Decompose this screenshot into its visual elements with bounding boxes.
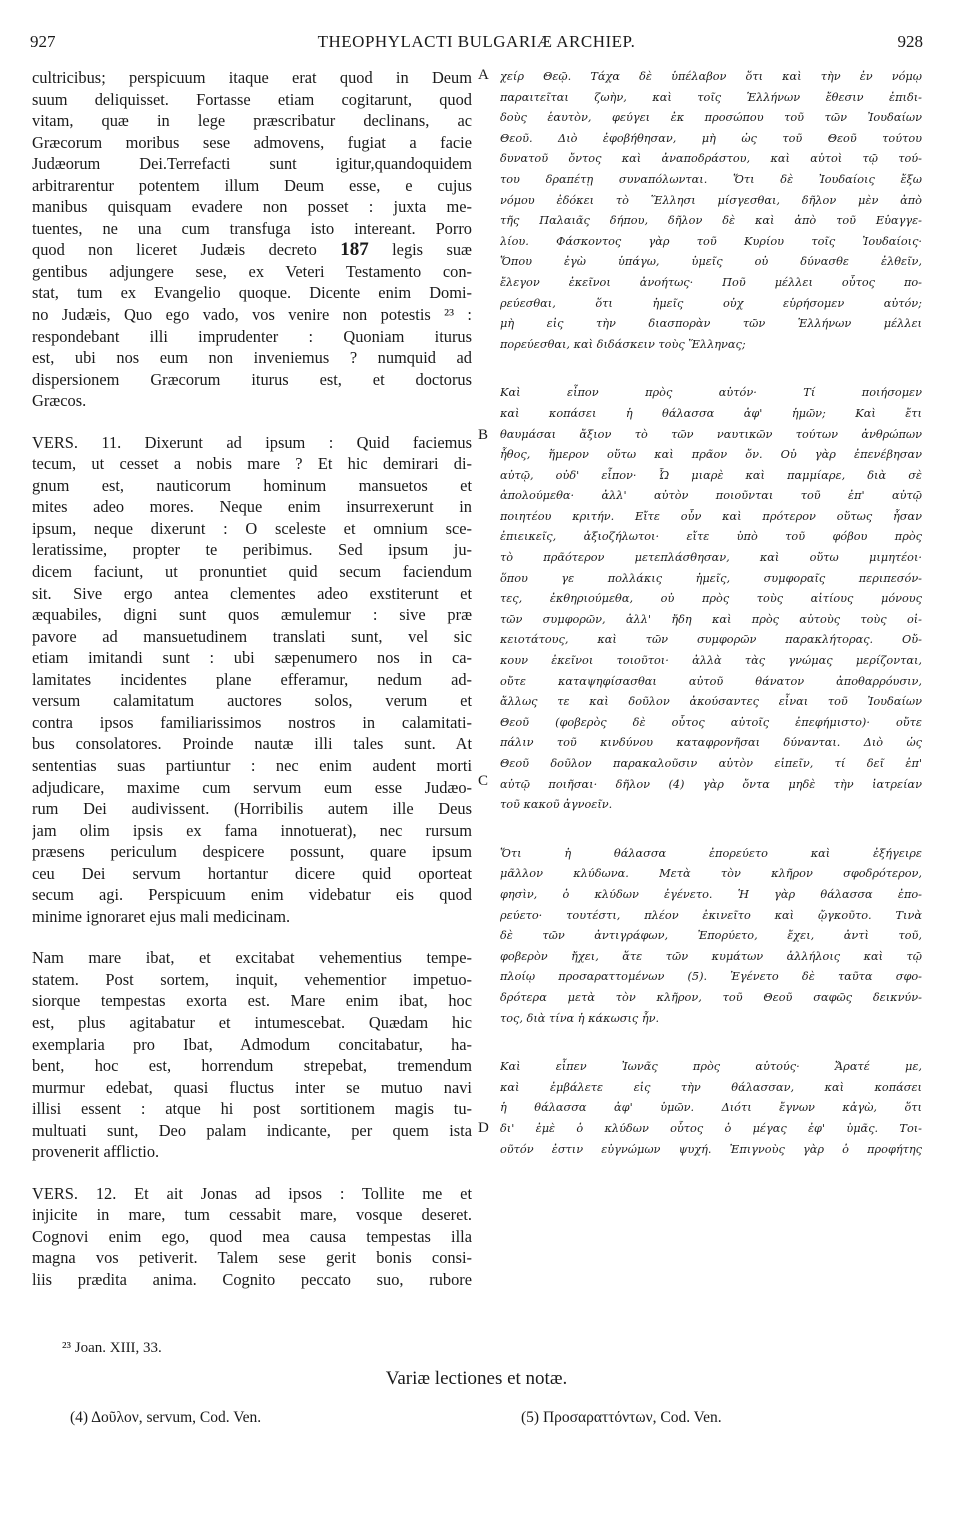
greek-text-line: καὶ ἐμβάλετε εἰς τὴν θάλασσαν, καὶ κοπάσει <box>500 1080 922 1094</box>
latin-text-line: versum calamitatum auctores solos, verum et <box>32 691 472 711</box>
left-page-number: 927 <box>30 32 56 51</box>
greek-text-line: δὲ τῶν ἀντιγράφων, Ἐπορύετο, ἔχει, ἀντὶ τοῦ, <box>500 929 922 943</box>
latin-text-line: adjudicare, maxime cum servum eum esse Judæo- <box>32 777 472 797</box>
greek-text-line: πορεύεσθαι, καὶ διδάσκειν τοὺς Ἕλληνας; <box>500 337 746 351</box>
greek-paragraph-gap <box>500 355 922 383</box>
latin-text-line: leratissime, propter te peribimus. Sed ipsum ju- <box>32 540 472 560</box>
greek-text-line: τος, διὰ τίνα ἡ κάκωσις ἦν. <box>500 1011 660 1025</box>
greek-text-line: πάλιν τοῦ κινδύνου καταφρονῆσαι δύνανται. Διὸ ὡς <box>500 736 922 750</box>
greek-text-line: ἦθος, ἥμερον οὕτω καὶ πρᾶον ὄν. Οὐ γὰρ ἐπενέβησαν <box>500 448 922 462</box>
greek-text-line: φησὶν, ὁ κλύδων ἐγένετο. Ἡ γὰρ θάλασσα ἐπο- <box>500 887 922 901</box>
greek-text-line: θαυμάσαι ἄξιον τὸ τῶν ναυτικῶν τούτων ἀνθρώπων <box>500 427 922 441</box>
latin-text-line: arbitrarentur potentem illum Deum esse, e cujus <box>32 175 472 195</box>
greek-text-line: πλοίῳ προσαραττομένων (5). Ἐγένετο δὲ ταῦτα σφο- <box>500 970 922 984</box>
greek-text-line: δρότερα μετὰ τὸν κλῆρον, τοῦ Θεοῦ σαφῶς δεικνύν- <box>500 990 922 1004</box>
latin-text-line: pavore ad mansuetudinem translati sunt, vel sic <box>32 626 472 646</box>
greek-text-line: μὴ εἰς τὴν διασπορὰν τῶν Ἑλλήνων μέλλει <box>500 317 922 331</box>
latin-text-line: minime ignoraret ejus mali medicinam. <box>32 906 291 926</box>
greek-text-line: Ὅπου ἐγὼ ὑπάγω, ὑμεῖς οὐ δύνασθε ἐλθεῖν, <box>500 255 922 269</box>
latin-text-line: murmur edebat, quasi fluctus inter se mutuo navi <box>32 1077 472 1097</box>
greek-text-line: κουν ἐκεῖνοι τοιοῦτοι· ἀλλὰ τὰς γνώμας μερίζονται, <box>500 654 922 668</box>
latin-text-line: æquabiles, digni sunt quos æmulemur : sive præ <box>32 605 472 625</box>
latin-text-line: provenerit afflictio. <box>32 1142 160 1162</box>
footnote-23: ²³ Joan. XIII, 33. <box>62 1340 162 1356</box>
latin-text-line: Græcorum moribus sese admovens, fugiat a facie <box>32 132 472 152</box>
greek-text-line: τοῦ κακοῦ ἀγνοεῖν. <box>500 798 613 812</box>
latin-text-line: Judæorum Dei.Terrefacti sunt igitur,quandoquidem <box>32 154 472 174</box>
greek-text-line: ἄλλως τε καὶ δοῦλον ἀκούσαντες εἶναι τοῦ Ἰουδαίων <box>500 695 922 709</box>
latin-text-line: sit. Sive ergo antea clementes adeo exstiterunt et <box>32 583 472 603</box>
greek-text-line: ρεύετο· τουτέστι, πλέον ἐκινεῖτο καὶ ᾤγκοῦτο. Τινὰ <box>500 908 922 922</box>
latin-paragraph-gap <box>32 1163 472 1183</box>
latin-text-line: manibus quisquam evadere non posset : juxta me- <box>32 197 472 217</box>
latin-text-line: lamitates incidentes plane efferamur, nedum ad- <box>32 669 472 689</box>
running-title: THEOPHYLACTI BULGARIÆ ARCHIEP. <box>317 32 636 51</box>
greek-text-line: ἔλεγον ἐκεῖνοι ἀνοήτως· Ποῦ μέλλει οὗτος πο- <box>500 275 922 289</box>
greek-text-line: χείρ Θεῷ. Τάχα δὲ ὑπέλαβον ὅτι καὶ τὴν ἐν νόμῳ <box>500 70 922 83</box>
greek-text-line: φοβερὸν ἤχει, ἅτε τῶν κυμάτων ἀλλήλοις καὶ τῷ <box>500 949 922 963</box>
latin-text-line: cultricibus; perspicuum itaque erat quod in Deum <box>32 68 472 87</box>
column-number-marker: 187 <box>340 239 369 261</box>
latin-text-line: dicem faciunt, ut pronuntiet quid secum faciendum <box>32 562 472 582</box>
greek-text-line: τῶν συμφορῶν, ἀλλ' ἤδη καὶ πρὸς αὐτοὺς τοὺς οἰ- <box>500 612 922 626</box>
latin-text-line: no Judæis, Quo ego vado, vos venire non potestis ²³ : <box>32 305 472 325</box>
greek-text-line: Καὶ εἶπον πρὸς αὐτόν· Τί ποιήσομεν <box>500 386 922 400</box>
greek-text-line: νόμου ἐδόκει τὸ Ἕλλησι μίσγεσθαι, δῆλον μὲν ἀπὸ <box>500 193 922 207</box>
greek-text-line: ποιητέου κριτήν. Εἴτε οὖν καὶ πρότερον οὕτως ἦσαν <box>500 509 922 523</box>
latin-text-line: illisi essent : atque hi post sortitionem magis tu- <box>32 1099 472 1119</box>
latin-text-line: tecum, ut cesset a nobis mare ? Et hic demirari di- <box>32 454 472 474</box>
greek-text-line: του δραπέτῃ συναπόλωνται. Ὅτι δὲ Ἰουδαίοις ἔξω <box>500 172 922 186</box>
latin-paragraph-gap <box>32 412 472 432</box>
greek-text-line: Θεοῦ (φοβερὸς δὲ οὗτος αὐτοῖς ἐπεφήμιστο)· οὔτε <box>500 715 922 729</box>
variant-note-4: (4) Δοῦλον, servum, Cod. Ven. <box>70 1409 262 1426</box>
latin-text-line: etiam imitandi sunt : ubi sæpenumero nos in ca- <box>32 648 472 668</box>
margin-letter-d: D <box>478 1120 489 1136</box>
latin-text-line: statem. Post sortem, inquit, vehementior impetuo- <box>32 969 472 989</box>
latin-text-line: jam olim ipsis ex fama innotuerat), nec rursum <box>32 820 472 840</box>
variant-note-5: (5) Προσαραττόντων, Cod. Ven. <box>521 1409 722 1426</box>
latin-text-line: injicite in mare, tum cessabit mare, vosque deseret. <box>32 1205 472 1225</box>
greek-text-line: κειοτάτους, καὶ τῶν συμφορῶν παρακλήτορας. Οὔ- <box>500 633 922 647</box>
greek-text-line: τῆς Παλαιᾶς δήπου, δῆλον δὲ καὶ ἀπὸ τοῦ Εὐαγγε- <box>500 214 922 228</box>
greek-paragraph-gap <box>500 1029 922 1057</box>
latin-text-line: præsens periculum despicere possunt, quare ipsum <box>32 842 472 862</box>
greek-text-line: αὐτῷ ποιῆσαι· δῆλον (4) γὰρ ὄντα μηδὲ τὴν ἰατρείαν <box>500 777 922 791</box>
latin-text-line: est, plus agitabatur et intumescebat. Quædam hic <box>32 1012 472 1032</box>
greek-text-line: τες, ἐκθηριούμεθα, οὐ πρὸς τοὺς αἰτίους μόνους <box>500 592 922 606</box>
greek-text-line: ρεύεσθαι, ὅτι ἡμεῖς οὐχ εὑρήσομεν αὐτόν; <box>500 296 922 310</box>
greek-text-line: δυνατοῦ ὄντος καὶ ἀναποδράστου, καὶ αὐτοὶ τῷ τού- <box>500 152 922 166</box>
latin-text-line: ipsum, neque dixerunt : O sceleste et omnium sce- <box>32 518 472 538</box>
latin-text-line: liis prædita anima. Cognito peccato suo, rubore <box>32 1269 472 1289</box>
greek-text-line: αὐτῷ, οὐδ' εἶπον· Ὦ μιαρὲ καὶ παμμίαρε, διὰ σὲ <box>500 468 922 482</box>
latin-text-line: exemplaria pro Ibat, Admodum concitabatur, ha- <box>32 1034 472 1054</box>
latin-text-line: stat, tum ex Evangelio quoque. Dicente enim Domi- <box>32 283 472 303</box>
latin-text-line: secum agi. Perspicuum enim videbatur eis quod <box>32 885 472 905</box>
greek-text-line: ἡ θάλασσα ἀφ' ὑμῶν. Διότι ἔγνων κἀγὼ, ὅτι <box>500 1101 922 1115</box>
greek-text-line: ὅπου γε πολλάκις ἡμεῖς, συμφοραῖς περιπεσόν- <box>500 571 922 585</box>
greek-text-line: ἀπολούμεθα· ἀλλ' αὐτὸν ποιοῦνται τοῦ ἐπ' αὐτῷ <box>500 489 922 503</box>
latin-text-line: sententias suas partiuntur : nec enim audent morti <box>32 755 472 775</box>
latin-text-line: Cognovi enim ego, quod mea causa tempestas illa <box>32 1226 472 1246</box>
latin-text-line: gentibus adjungere sese, ex Veteri Testamento con- <box>32 261 472 281</box>
latin-text-line: magna vos petiverit. Talem sese gerit bonis consi- <box>32 1248 472 1268</box>
latin-text-line: VERS. 11. Dixerunt ad ipsum : Quid faciemus <box>32 432 472 452</box>
latin-text-line: VERS. 12. Et ait Jonas ad ipsos : Tollite me et <box>32 1183 472 1203</box>
greek-text-line: ἐπιεικεῖς, ἀξιοζήλωτοι· εἴτε ὑπὸ τοῦ φόβου πρὸς <box>500 530 922 544</box>
greek-text-line: τὸ πρᾶότερον μετεπλάσθησαν, καὶ οὕτω μιμητέοι· <box>500 551 922 565</box>
latin-text-line: dispersionem Græcorum iturus est, et doctorus <box>32 369 472 389</box>
margin-letter-b: B <box>478 427 489 443</box>
latin-text-line: mites adeo mores. Neque enim insurrexerunt in <box>32 497 472 517</box>
latin-text-line: est, ubi nos eum non inveniemus ? numquid ad <box>32 348 472 368</box>
greek-column <box>500 67 922 1160</box>
latin-text-line: tuentes, ne una cum transfuga isto intereant. Porro <box>32 218 472 238</box>
latin-text-line: bus consolatores. Proinde nautæ illi tales sunt. At <box>32 734 472 754</box>
latin-text-line: vitam, quæ in lege præscribatur declinans, ac <box>32 111 472 131</box>
greek-text-line: καὶ κοπάσει ἡ θάλασσα ἀφ' ἡμῶν; Καὶ ἔτι <box>500 406 922 420</box>
margin-letter-c: C <box>478 773 489 789</box>
greek-text-line: παραιτεῖται ζωὴν, καὶ τοῖς Ἑλλήνων ἔθεσιν ἐπιδι- <box>500 90 922 104</box>
latin-paragraph-gap <box>32 927 472 947</box>
greek-paragraph-gap <box>500 816 922 844</box>
latin-text-line: quod non liceret Judæis decreto 187 legis suæ <box>32 239 472 261</box>
greek-text-line: Ὅτι ἡ θάλασσα ἐπορεύετο καὶ ἐξήγειρε <box>500 846 922 860</box>
latin-text-line: Nam mare ibat, et excitabat vehementius tempe- <box>32 948 472 968</box>
latin-text-line: gnum est, nauticorum hominum mansuetos et <box>32 475 472 495</box>
latin-text-line: multuati sunt, Deo palam indicante, per quem ista <box>32 1120 472 1140</box>
latin-text-line: rum Dei audivissent. (Horribilis autem ille Deus <box>32 799 472 819</box>
latin-text-line: ceu Dei servum hortantur dicere quid oporteat <box>32 863 472 883</box>
margin-letter-a: A <box>478 67 489 83</box>
latin-text-line: contra ipsos familiarissimos nostros in calamitati- <box>32 712 472 732</box>
latin-text-line: Græcos. <box>32 391 87 411</box>
latin-text-line: siorque tempestas exorta est. Mare enim ibat, hoc <box>32 991 472 1011</box>
greek-text-line: δοὺς ἑαυτὸν, φεύγει ἐκ προσώπου τοῦ τῶν Ἰουδαίων <box>500 111 922 125</box>
greek-text-line: δι' ἐμὲ ὁ κλύδων οὗτος ὁ μέγας ἐφ' ὑμᾶς. Τοι- <box>500 1121 922 1135</box>
greek-text-line: οὔτε καταψηφίσασθαι αὐτοῦ θάνατον ἀποθαρρόυσιν, <box>500 674 922 688</box>
latin-text-line: bent, hoc est, horrendum strepebat, tremendum <box>32 1056 472 1076</box>
greek-text-line: Θεοῦ δοῦλον παρακαλοῦσιν αὐτὸν εἰπεῖν, τί δεῖ ἐπ' <box>500 757 922 770</box>
greek-text-line: λίου. Φάσκοντος γὰρ τοῦ Κυρίου τοῖς Ἰουδαίοις· <box>500 234 922 248</box>
greek-text-line: οῦτόν ἐστιν εὐγνώμων ψυχή. Ἐπιγνοὺς γὰρ ὁ προφήτης <box>500 1142 922 1156</box>
latin-column <box>32 67 472 1291</box>
latin-text-line: respondebant illi imprudenter : Quoniam iturus <box>32 326 472 346</box>
greek-text-line: μᾶλλον κλύδωνα. Μετὰ τὸν κλῆρον σφοδρότερον, <box>500 867 922 881</box>
variae-lectiones-title: Variæ lectiones et notæ. <box>385 1368 568 1389</box>
right-page-number: 928 <box>897 32 923 51</box>
greek-text-line: Θεοῦ. Διὸ ἐφοβήθησαν, μὴ ὡς τοῦ Θεοῦ τούτου <box>500 131 922 145</box>
greek-text-line: Καὶ εἶπεν Ἰωνᾶς πρὸς αὐτούς· Ἄρατέ με, <box>500 1060 922 1074</box>
latin-text-line: suum deliquisset. Fortasse etiam cogitarunt, quod <box>32 89 472 109</box>
